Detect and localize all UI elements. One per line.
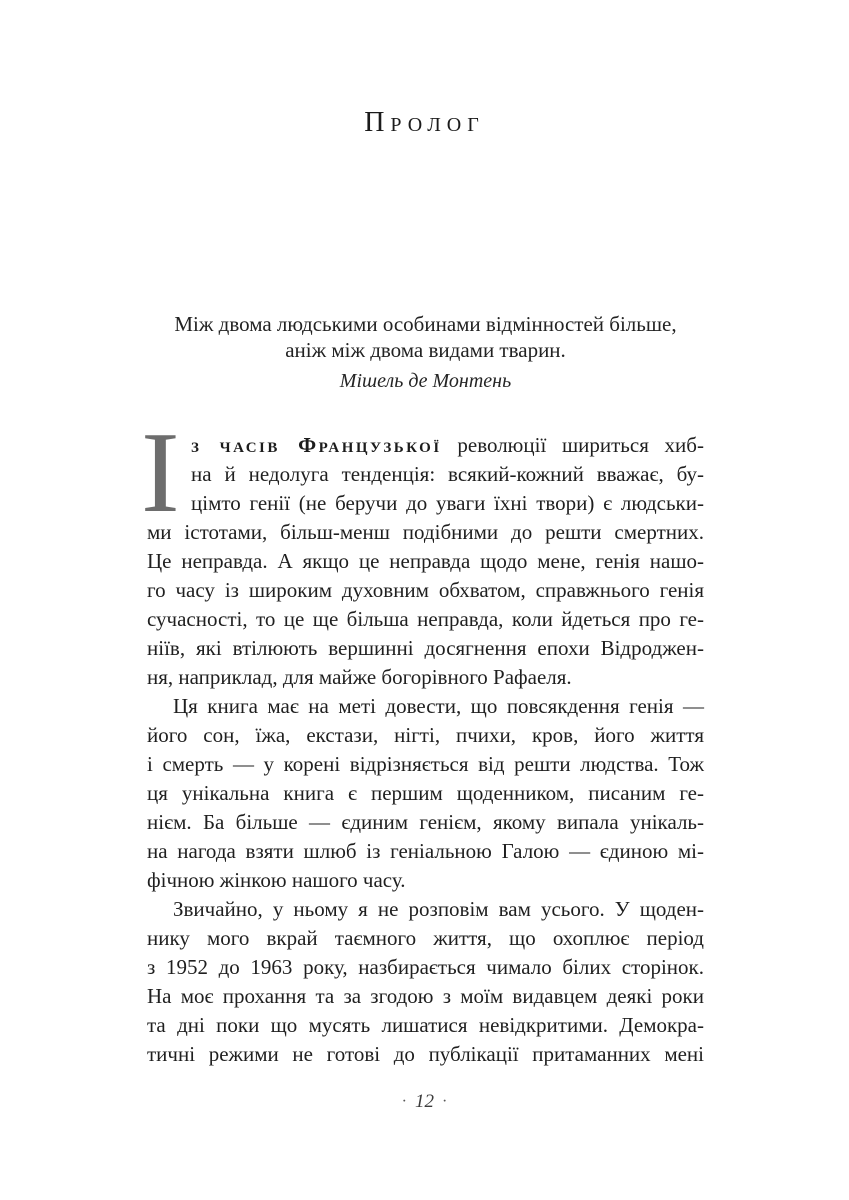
text-line: сучасності, то це ще більша неправда, коли йдеться про ге- (147, 607, 704, 631)
text-line: го часу із широким духовним обхватом, справжнього генія (147, 578, 704, 602)
text-line: з 1952 до 1963 року, назбирається чимало білих сторінок. (147, 955, 704, 979)
text-line: на нагода взяти шлюб із геніальною Галою — єдиною мі- (147, 839, 704, 863)
text-line: Ця книга має на меті довести, що повсякдення генія — (173, 694, 704, 718)
text-line: тичні режими не готові до публікації притаманних мені (147, 1042, 704, 1066)
text-line: Звичайно, у ньому я не розповім вам усього. У щоден- (173, 897, 704, 921)
page-number (0, 1091, 849, 1113)
text-line: нієм. Ба більше — єдиним генієм, якому випала унікаль- (147, 810, 704, 834)
text-line: ця унікальна книга є першим щоденником, писаним ге- (147, 781, 704, 805)
text-line: на й недолуга тенденція: всякий-кожний вважає, бу- (191, 462, 704, 486)
epigraph (147, 311, 704, 394)
text-line: фічною жінкою нашого часу. (147, 868, 406, 892)
text-line: Це неправда. А якщо це неправда щодо мене, генія нашо- (147, 549, 704, 573)
page-number-dot: · (442, 1093, 448, 1110)
drop-cap-letter: І (141, 409, 180, 537)
epigraph-line: Між двома людськими особинами відмінностей більше, (174, 312, 677, 336)
text-line: з часів Французької революції шириться хиб- (191, 433, 704, 457)
text-line: На моє прохання та за згодою з моїм видавцем деякі роки (147, 984, 704, 1008)
epigraph-line: аніж між двома видами тварин. (285, 338, 566, 362)
text-line: цімто генії (не беручи до уваги їхні твори) є людськи- (191, 491, 704, 515)
chapter-title: Пролог (364, 107, 485, 138)
small-caps-lead: з часів Французької (191, 433, 442, 457)
text-line: ми істотами, більш-менш подібними до решти смертних. (147, 520, 704, 544)
text-line: нику мого вкрай таємного життя, що охоплює період (147, 926, 704, 950)
text-line: його сон, їжа, екстази, нігті, пчихи, кров, його життя (147, 723, 704, 747)
text-line: ня, наприклад, для майже богорівного Рафаеля. (147, 665, 572, 689)
page-number-value: 12 (415, 1091, 434, 1112)
text-line: і смерть — у корені відрізняється від решти людства. Тож (147, 752, 704, 776)
page-number-dot: · (401, 1093, 407, 1110)
epigraph-attribution: Мішель де Монтень (339, 370, 512, 392)
text-line: ніїв, які втілюють вершинні досягнення епохи Відроджен- (147, 636, 704, 660)
text-line: та дні поки що мусять лишатися невідкритими. Демокра- (147, 1013, 704, 1037)
body-text (147, 431, 704, 1069)
